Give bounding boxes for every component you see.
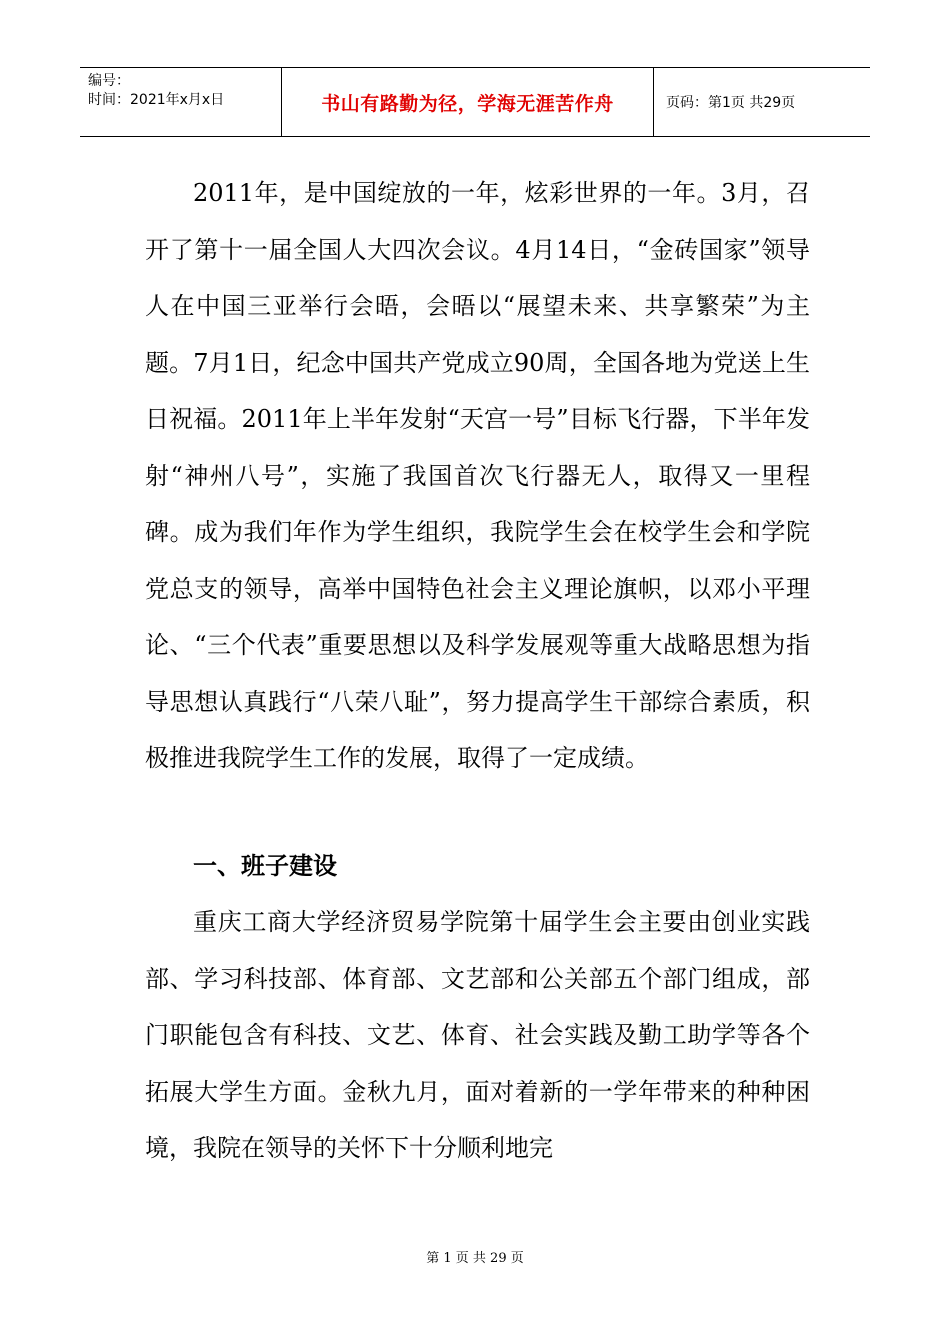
footer-page-number: 第 1 页 共 29 页	[426, 1251, 524, 1266]
page-footer	[0, 1247, 950, 1266]
header-meta-cell	[80, 68, 282, 136]
motto-text: 书山有路勤为径，学海无涯苦作舟	[321, 92, 614, 115]
header-page-cell	[654, 68, 870, 136]
document-body	[145, 165, 810, 1177]
time-label: 时间：2021年x月x日	[88, 92, 225, 108]
section-heading-1: 一、班子建设	[193, 851, 337, 880]
document-header	[80, 67, 870, 137]
body-paragraph-1: 2011年，是中国绽放的一年，炫彩世界的一年。3月，召开了第十一届全国人大四次会议。4月14日，“金砖国家”领导人在中国三亚举行会晤，会晤以“展望未来、共享繁荣”为主题。7月1日，纪念中国共产党成立90周，全国各地为党送上生日祝福。2011年上半年发射“天宫一号”目标飞行器，下半年发射“神州八号”，实施了我国首次飞行器无人，取得又一里程碑。成为我们年作为学生组织，我院学生会在校学生会和学院党总支的领导，高举中国特色社会主义理论旗帜，以邓小平理论、“三个代表”重要思想以及科学发展观等重大战略思想为指导思想认真践行“八荣八耻”，努力提高学生干部综合素质，积极推进我院学生工作的发展，取得了一定成绩。	[145, 179, 810, 772]
number-label: 编号：	[88, 73, 130, 89]
page-info: 页码：第1页 共29页	[666, 95, 796, 111]
body-paragraph-2: 重庆工商大学经济贸易学院第十届学生会主要由创业实践部、学习科技部、体育部、文艺部和公关部五个部门组成，部门职能包含有科技、文艺、体育、社会实践及勤工助学等各个拓展大学生方面。金秋九月，面对着新的一学年带来的种种困境，我院在领导的关怀下十分顺利地完	[145, 908, 810, 1162]
header-motto-cell	[282, 68, 654, 136]
